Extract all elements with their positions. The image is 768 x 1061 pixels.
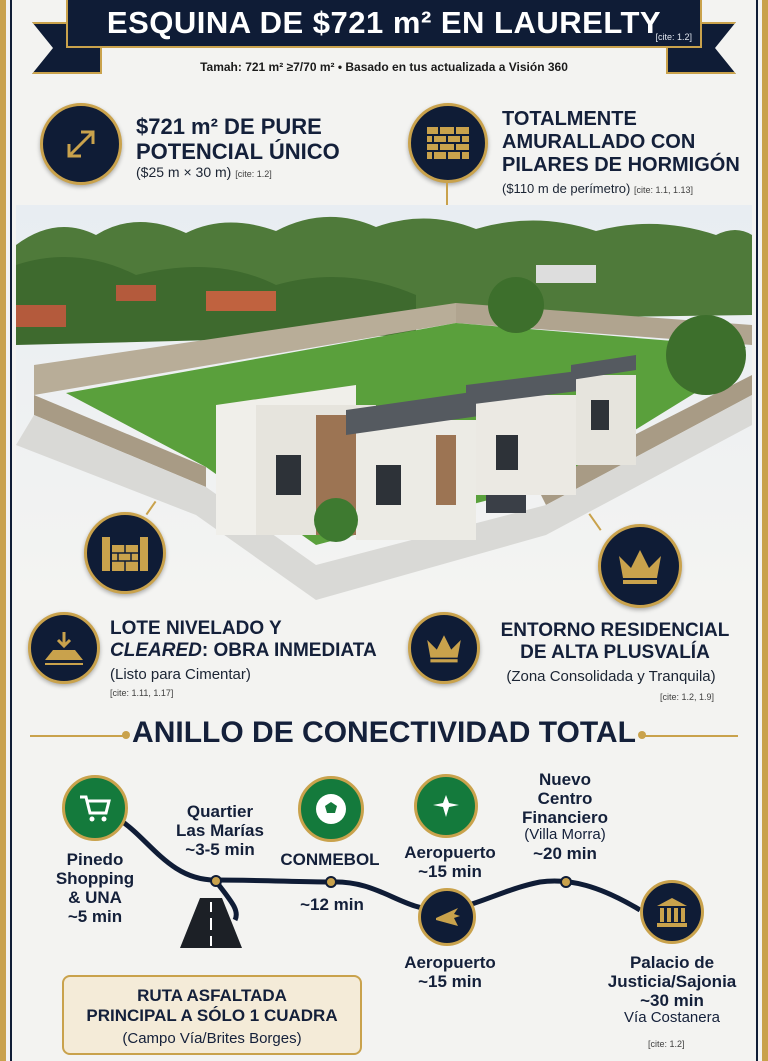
wall-sub: ($110 m de perímetro) [cite: 1.1, 1.13] (502, 181, 694, 196)
stop-dot-quartier (210, 875, 222, 887)
soccer-ball-icon (298, 776, 364, 842)
cleared-word: CLEARED (110, 639, 202, 661)
palacio-cite: [cite: 1.2] (648, 1039, 685, 1049)
residential-cite: [cite: 1.2, 1.9] (660, 692, 715, 702)
residential-title: ENTORNO RESIDENCIAL DE ALTA PLUSVALÍA (500, 620, 730, 663)
page-title: ESQUINA DE $721 m² EN LAURELTY (106, 5, 662, 40)
subtitle: Tamah: 721 m² ≥7/70 m² • Basado en tus actualizada a Visión 360 (200, 60, 568, 74)
brick-wall-icon (408, 103, 488, 183)
shopping-cart-icon (62, 775, 128, 841)
leveled-ground-icon (28, 612, 100, 684)
road-sub: (Campo Vía/Brites Borges) (122, 1030, 302, 1047)
crown-icon (598, 524, 682, 608)
wall-title: TOTALMENTE AMURALLADO CON PILARES DE HORMIGÓN (502, 108, 740, 176)
pillar-wall-icon (84, 512, 166, 594)
stop-dot-conmebol (325, 876, 337, 888)
stop-quartier: Quartier Las Marías ~3-5 min (176, 802, 264, 860)
title-cite: [cite: 1.2] (655, 32, 692, 42)
residential-sub: (Zona Consolidada y Tranquila) (506, 668, 716, 685)
stop-aeropuerto-1: Aeropuerto ~15 min (404, 843, 496, 882)
stop-palacio: Palacio de Justicia/Sajonia ~30 min Vía Costanera (607, 953, 737, 1027)
section-title: ANILLO DE CONECTIVIDAD TOTAL (132, 716, 636, 749)
area-title: $721 m² DE PURE POTENCIAL ÚNICO (136, 114, 340, 165)
airport-icon (414, 774, 478, 838)
level-title: LOTE NIVELADO Y CLEARED: OBRA INMEDIATA (110, 618, 377, 661)
airplane-icon (418, 888, 476, 946)
stop-aeropuerto-2: Aeropuerto ~15 min (404, 953, 496, 992)
expand-arrows-icon (40, 103, 122, 185)
road-icon (180, 898, 242, 948)
area-sub: ($25 m × 30 m) [cite: 1.2] (136, 164, 272, 180)
stop-conmebol: CONMEBOL (280, 850, 380, 869)
level-sub: (Listo para Cimentar) (110, 666, 251, 683)
title-banner (66, 0, 702, 48)
stop-pinedo: Pinedo Shopping & UNA ~5 min (55, 850, 135, 927)
courthouse-icon (640, 880, 704, 944)
crown-small-icon (408, 612, 480, 684)
road-title: RUTA ASFALTADA PRINCIPAL A SÓLO 1 CUADRA (86, 986, 338, 1026)
stop-conmebol-time: ~12 min (300, 895, 364, 914)
stop-nuevo-centro: Nuevo Centro Financiero (Villa Morra) ~20 min (522, 770, 608, 863)
stop-dot-centro (560, 876, 572, 888)
level-cite: [cite: 1.11, 1.17] (110, 688, 174, 698)
